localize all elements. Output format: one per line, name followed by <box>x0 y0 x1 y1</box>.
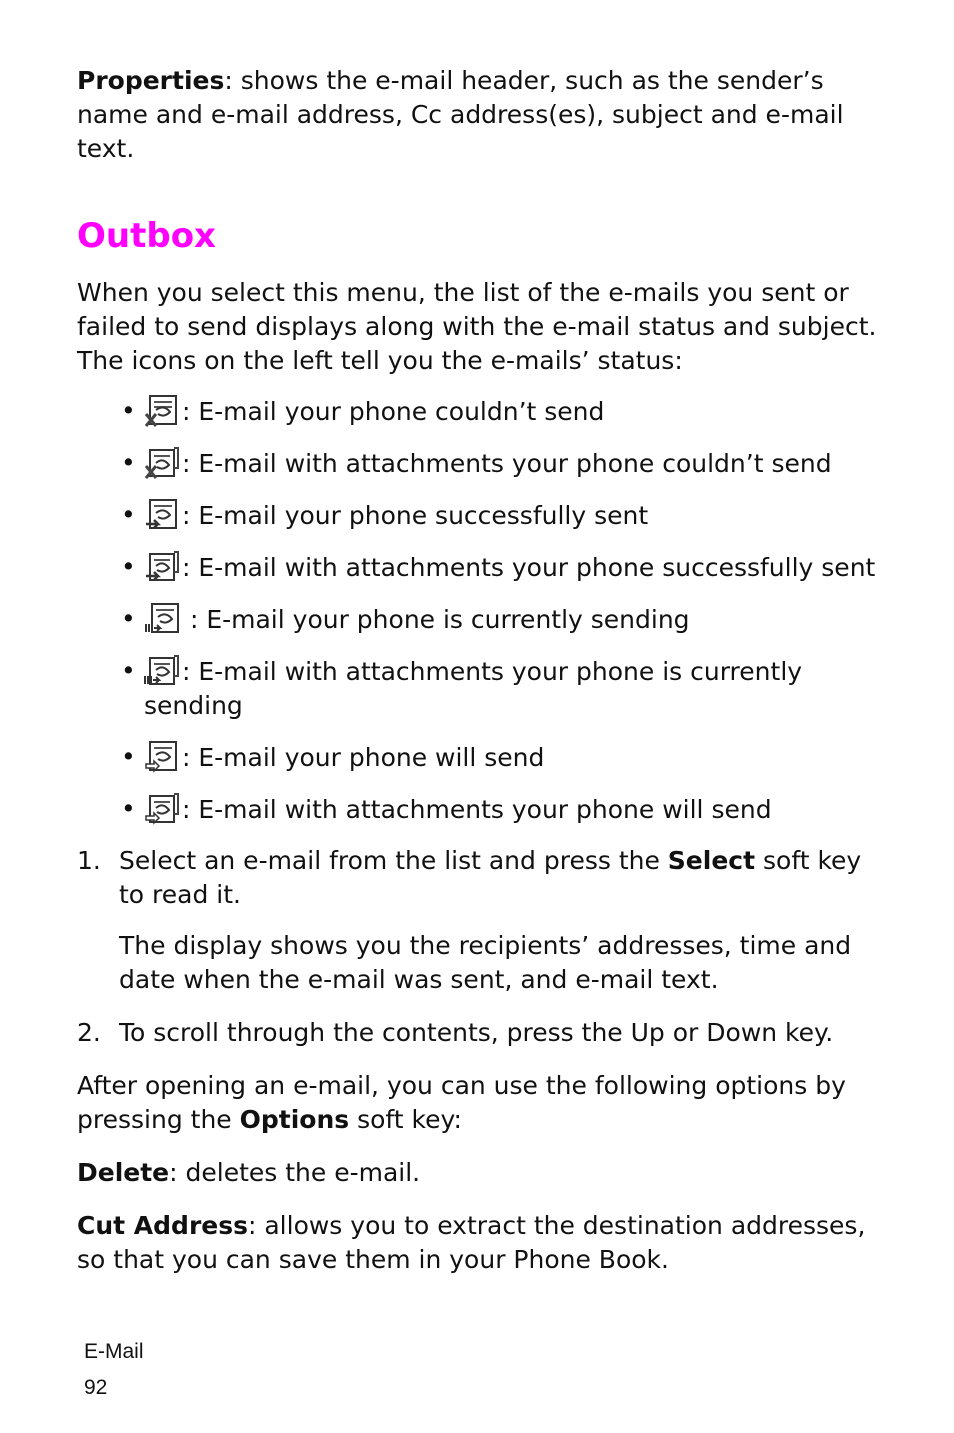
status-text: : E-mail with attachments your phone couldn’t send <box>182 449 832 478</box>
option-delete <box>77 1156 877 1190</box>
options-intro-text: After opening an e-mail, you can use the following options by pressing the <box>77 1071 846 1134</box>
status-text: : E-mail your phone will send <box>182 743 545 772</box>
bullet: • <box>121 552 136 581</box>
bullet: • <box>121 448 136 477</box>
status-item <box>121 394 877 429</box>
status-text: : E-mail your phone couldn’t send <box>182 397 605 426</box>
status-item <box>121 792 877 827</box>
intro-paragraph: When you select this menu, the list of the e-mails you sent or failed to send displays along with the e-mail status and subject. The icons on the left tell you the e-mails’ status: <box>77 278 877 375</box>
options-intro-paragraph <box>77 1069 877 1137</box>
step-keyword: Select <box>667 846 756 875</box>
section-heading: Outbox <box>77 216 216 256</box>
bullet: • <box>121 656 136 685</box>
bullet: • <box>121 742 136 771</box>
step-detail: The display shows you the recipients’ addresses, time and date when the e-mail was sent, and e-mail text. <box>119 931 852 994</box>
bullet: • <box>121 604 136 633</box>
status-item <box>121 602 877 637</box>
status-icon-list <box>77 394 877 827</box>
option-term: Delete <box>77 1158 170 1187</box>
page-footer <box>84 1334 144 1406</box>
status-item <box>121 446 877 481</box>
step-text-end: soft key to read it. <box>119 846 862 909</box>
status-text: : E-mail with attachments your phone will send <box>182 795 772 824</box>
properties-text: : shows the e-mail header, such as the sender’s name and e-mail address, Cc address(es), subject and e-mail text. <box>77 66 844 163</box>
bullet: • <box>121 500 136 529</box>
status-item <box>121 550 877 585</box>
email-failed-icon <box>144 394 180 428</box>
email-pending-icon <box>144 740 180 774</box>
step-item <box>77 1016 877 1050</box>
properties-term: Properties <box>77 66 225 95</box>
status-item <box>121 654 877 723</box>
step-number: 1. <box>77 846 101 875</box>
status-item <box>121 740 877 775</box>
options-keyword: Options <box>239 1105 350 1134</box>
page-content <box>77 64 877 1296</box>
bullet: • <box>121 396 136 425</box>
status-text: : E-mail your phone is currently sending <box>182 605 690 634</box>
step-text: Select an e-mail from the list and press the <box>119 846 668 875</box>
option-text: : allows you to extract the destination addresses, so that you can save them in your Phone Book. <box>77 1211 866 1274</box>
email-attachment-pending-icon <box>144 792 180 826</box>
page-number: 92 <box>84 1376 108 1399</box>
step-text: To scroll through the contents, press the Up or Down key. <box>119 1018 834 1047</box>
step-number: 2. <box>77 1018 101 1047</box>
option-cut-address <box>77 1209 877 1277</box>
step-item <box>77 844 877 997</box>
email-sent-icon <box>144 498 180 532</box>
footer-section-title: E-Mail <box>84 1340 144 1363</box>
steps-list <box>77 844 877 1050</box>
email-attachment-failed-icon <box>144 446 180 480</box>
status-item <box>121 498 877 533</box>
status-text: : E-mail your phone successfully sent <box>182 501 649 530</box>
email-attachment-sending-icon <box>144 654 180 688</box>
properties-paragraph <box>77 64 877 166</box>
option-term: Cut Address <box>77 1211 248 1240</box>
options-intro-end: soft key: <box>349 1105 462 1134</box>
option-text: : deletes the e-mail. <box>169 1158 421 1187</box>
status-text: : E-mail with attachments your phone successfully sent <box>182 553 876 582</box>
status-text: : E-mail with attachments your phone is currently sending <box>144 657 803 720</box>
bullet: • <box>121 794 136 823</box>
email-attachment-sent-icon <box>144 550 180 584</box>
email-sending-icon <box>144 602 180 636</box>
